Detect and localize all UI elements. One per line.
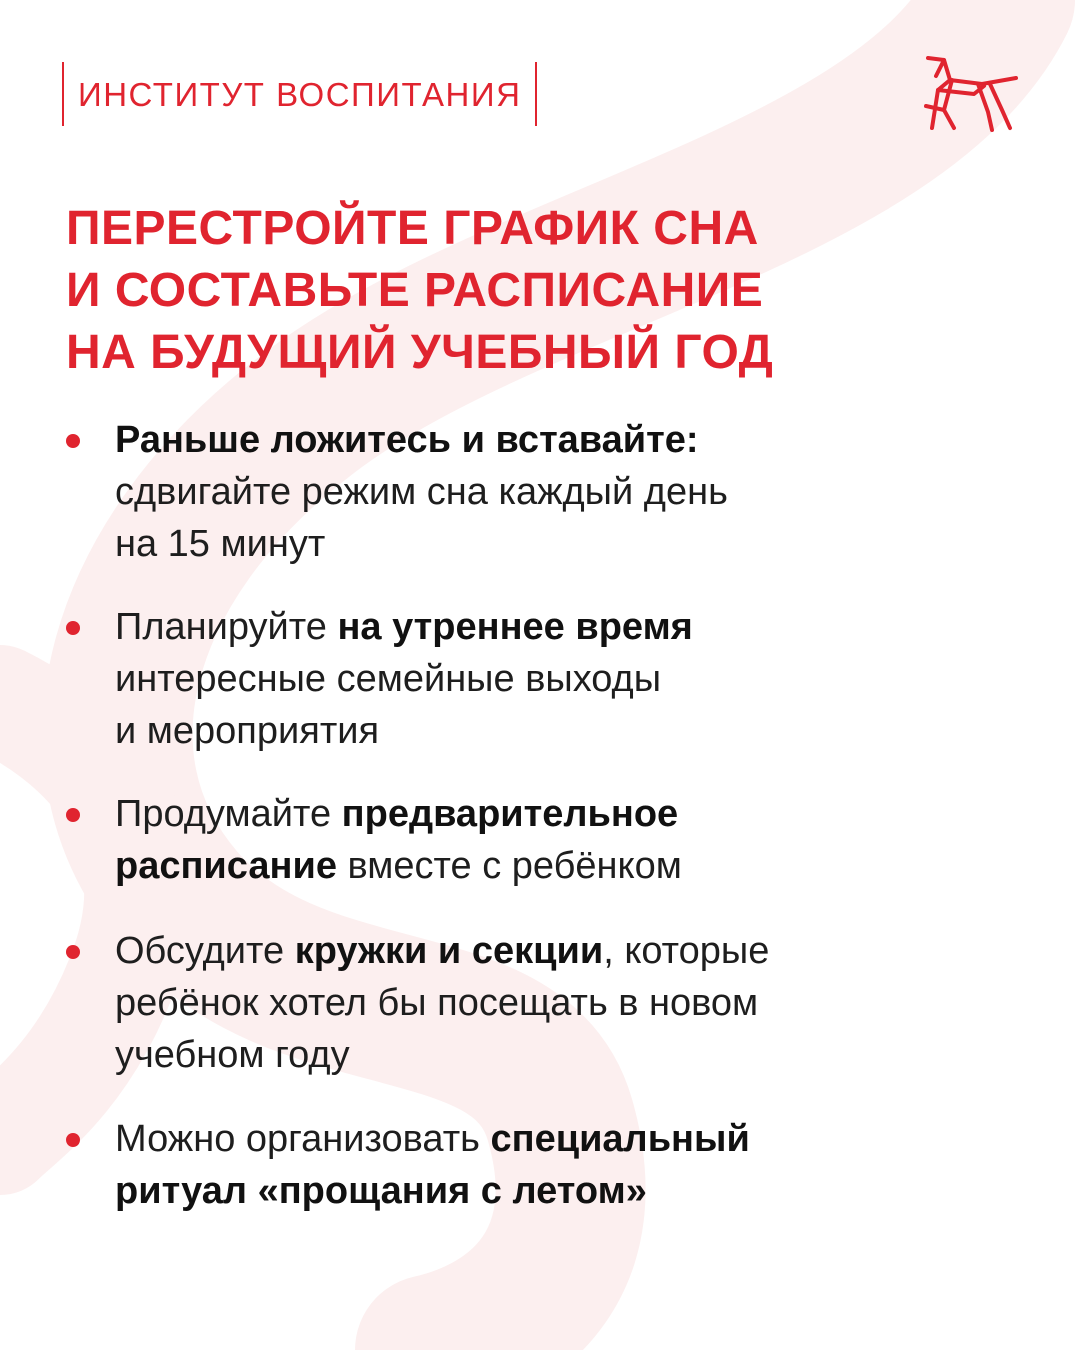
item-text: вместе с ребёнком [336, 845, 682, 887]
item-text: сдвигайте режим сна каждый день [115, 471, 728, 513]
item-text: Планируйте [115, 606, 338, 648]
bullet-icon [66, 434, 80, 448]
list-item [115, 925, 1015, 1081]
bullet-icon [66, 1133, 80, 1147]
item-text: интересные семейные выходы [115, 658, 662, 700]
list-item [115, 601, 1015, 757]
title-line: И СОСТАВЬТЕ РАСПИСАНИЕ [66, 264, 764, 317]
item-text: учебном году [115, 1034, 350, 1076]
bullet-icon [66, 621, 80, 635]
brand-name: ИНСТИТУТ ВОСПИТАНИЯ [78, 75, 522, 113]
list-item [115, 788, 1015, 892]
item-bold-text: специальный [490, 1118, 750, 1160]
item-text: и мероприятия [115, 710, 380, 752]
item-bold-text: ритуал «прощания с летом» [115, 1170, 647, 1212]
bullet-icon [66, 945, 80, 959]
title-line: ПЕРЕСТРОЙТЕ ГРАФИК СНА [66, 202, 759, 255]
item-bold-text: Раньше ложитесь и вставайте: [115, 419, 699, 461]
bullet-icon [66, 808, 80, 822]
item-text: ребёнок хотел бы посещать в новом [115, 982, 759, 1024]
item-bold-text: на утреннее время [337, 606, 693, 648]
item-text: на 15 минут [115, 523, 326, 565]
item-text: Продумайте [115, 793, 342, 835]
list-item [115, 1113, 1015, 1217]
item-text: Можно организовать [115, 1118, 491, 1160]
item-bold-text: кружки и секции [294, 930, 604, 972]
list-item [115, 414, 1015, 570]
item-bold-text: расписание [115, 845, 337, 887]
item-bold-text: предварительное [341, 793, 679, 835]
title-line: НА БУДУЩИЙ УЧЕБНЫЙ ГОД [66, 326, 774, 379]
item-text: Обсудите [115, 930, 295, 972]
item-text: , которые [603, 930, 770, 972]
